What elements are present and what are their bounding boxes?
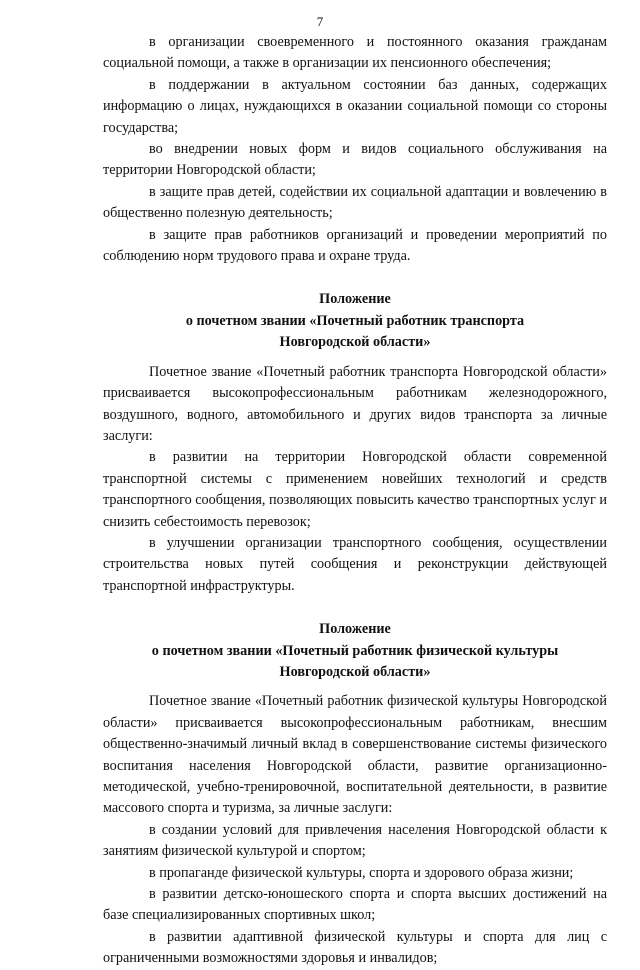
paragraph: Почетное звание «Почетный работник физической культуры Новгородской области» присваивается высокопрофессиональным работникам, внесшим общественно-значимый личный вклад в совершенствование системы физического воспитания населения Новгородской области, развитие организационно-методической, учебно-тренировочной, воспитательной деятельности, в развитие массового спорта и туризма, за личные заслуги: (103, 693, 607, 817)
paragraph: в улучшении организации транспортного сообщения, осуществлении строительства новых путей сообщения и реконструкции действующей транспортной инфраструктуры. (103, 534, 607, 594)
paragraph: в организации своевременного и постоянного оказания гражданам социальной помощи, а также в организации их пенсионного обеспечения; (103, 34, 607, 72)
paragraph: в поддержании в актуальном состоянии баз данных, содержащих информацию о лицах, нуждающихся в оказании социальной помощи со стороны государства; (103, 76, 607, 136)
section-heading: о почетном звании «Почетный работник физической культуры (151, 642, 559, 659)
section-heading: о почетном звании «Почетный работник транспорта (185, 312, 525, 329)
transport-section (103, 289, 607, 597)
page-content (103, 32, 607, 970)
paragraph: Почетное звание «Почетный работник транспорта Новгородской области» присваивается высокопрофессиональным работникам железнодорожного, воздушного, водного, автомобильного и других видов транспорта за личные заслуги: (103, 363, 607, 444)
paragraph: в развитии на территории Новгородской области современной транспортной системы с применением новейших технологий и средств транспортного сообщения, позволяющих повысить качество транспортных услуг и снизить себестоимость перевозок; (103, 449, 607, 530)
paragraph: в защите прав детей, содействии их социальной адаптации и вовлечению в общественно полезную деятельность; (103, 183, 607, 222)
section-heading: Положение (319, 621, 391, 638)
section-heading: Новгородской области» (279, 334, 431, 351)
paragraph: в создании условий для привлечения населения Новгородской области к занятиям физической культурой и спортом; (103, 821, 607, 860)
section-heading: Новгородской области» (279, 663, 431, 680)
sport-section (103, 619, 607, 970)
paragraph: в защите прав работников организаций и проведении мероприятий по соблюдению норм трудового права и охране труда. (103, 226, 607, 265)
page-number: 7 (316, 14, 324, 29)
paragraph: в пропаганде физической культуры, спорта и здорового образа жизни; (149, 864, 574, 881)
intro-section (103, 32, 607, 267)
paragraph: во внедрении новых форм и видов социального обслуживания на территории Новгородской области; (103, 141, 607, 179)
paragraph: в развитии адаптивной физической культуры и спорта для лиц с ограниченными возможностями здоровья и инвалидов; (103, 928, 607, 967)
paragraph: в развитии детско-юношеского спорта и спорта высших достижений на базе специализированных спортивных школ; (103, 886, 607, 924)
section-heading: Положение (319, 291, 391, 308)
